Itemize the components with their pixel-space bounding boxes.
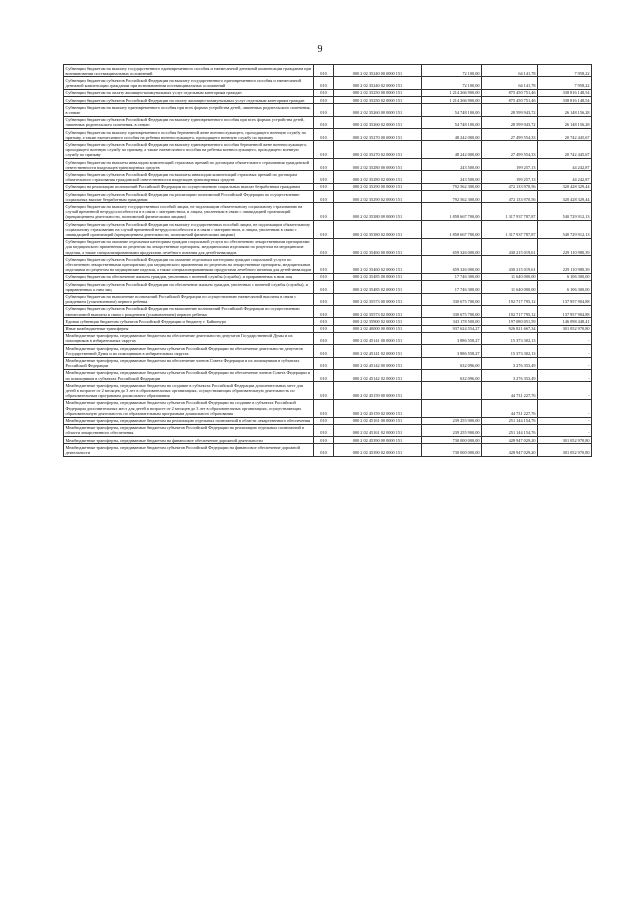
row-kbk-cell: 000 2 02 35460 02 0000 151: [334, 256, 422, 274]
row-rest-cell: 301 052 970,80: [538, 437, 592, 444]
row-name-cell: Субвенции бюджетам на выплату государственного единовременного пособия и ежемесячной денежной компенсации гражданам при возникновении поствакцинальных осложнений: [64, 65, 314, 77]
row-plan-cell: 48 242 000,00: [422, 141, 482, 159]
row-plan-cell: 1 858 667 700,00: [422, 203, 482, 221]
row-plan-cell: 937 624 554,27: [422, 325, 482, 332]
table-row: [64, 345, 592, 357]
row-rest-cell: 540 729 912,13: [538, 221, 592, 239]
row-rest-cell: 20 742 445,67: [538, 141, 592, 159]
table-row: [64, 141, 592, 159]
row-code-cell: 010: [314, 97, 334, 104]
row-kbk-cell: 000 2 02 35250 00 0000 151: [334, 89, 422, 96]
row-plan-cell: 54 748 100,00: [422, 116, 482, 128]
row-plan-cell: 730 000 000,00: [422, 444, 482, 456]
row-plan-cell: 632 096,00: [422, 357, 482, 369]
table-row: [64, 97, 592, 104]
row-code-cell: 010: [314, 256, 334, 274]
row-code-cell: 010: [314, 345, 334, 357]
row-name-cell: Субвенции бюджетам на выплату единовременного пособия беременной жене военнослужащего, проходящего военную службу по призыву, а также ежемесячного пособия на ребенка военнослужащего, проходящего военную службу по призыву: [64, 129, 314, 141]
row-fact-cell: 472 133 970,56: [482, 183, 538, 190]
row-rest-cell: -: [538, 357, 592, 369]
row-name-cell: Субвенции бюджетам на оказание отдельным категориям граждан социальной услуги по обеспечению лекарственными препаратами для медицинского применения по рецептам на лекарственные препараты, медицинскими изделиями по рецептам на медицинские изделия, а также специализированными продуктами лечебного питания для детей-инвалидов: [64, 238, 314, 256]
row-code-cell: 010: [314, 77, 334, 89]
row-kbk-cell: 000 2 02 35240 02 0000 151: [334, 77, 422, 89]
row-kbk-cell: 000 2 02 45142 00 0000 151: [334, 357, 422, 369]
row-code-cell: 010: [314, 305, 334, 317]
row-plan-cell: 792 562 300,00: [422, 183, 482, 190]
row-kbk-cell: 000 2 02 35280 00 0000 151: [334, 159, 422, 171]
row-kbk-cell: 000 2 02 45161 02 0000 151: [334, 424, 422, 436]
row-kbk-cell: 000 2 02 35260 02 0000 151: [334, 116, 422, 128]
row-code-cell: 010: [314, 171, 334, 183]
row-rest-cell: 338 816 148,54: [538, 97, 592, 104]
table-row: [64, 305, 592, 317]
table-row: [64, 77, 592, 89]
table-row: [64, 318, 592, 325]
row-fact-cell: 11 640 000,00: [482, 273, 538, 280]
table-row: [64, 273, 592, 280]
row-rest-cell: -: [538, 399, 592, 417]
row-plan-cell: 243 500,00: [422, 159, 482, 171]
row-fact-cell: 197 080 051,59: [482, 318, 538, 325]
row-fact-cell: 1 317 937 787,87: [482, 221, 538, 239]
table-row: [64, 65, 592, 77]
row-name-cell: Субвенции бюджетам на выплаты инвалидам компенсаций страховых премий по договорам обязательного страхования гражданской ответственности владельцев транспортных средств: [64, 159, 314, 171]
row-kbk-cell: 000 2 02 45141 00 0000 151: [334, 332, 422, 344]
row-kbk-cell: 000 2 02 35380 00 0000 151: [334, 203, 422, 221]
row-code-cell: 010: [314, 89, 334, 96]
row-name-cell: Субвенции бюджетам на выплату единовременного пособия при всех формах устройства детей, лишенных родительского попечения, в семью: [64, 104, 314, 116]
row-code-cell: 010: [314, 273, 334, 280]
table-row: [64, 183, 592, 190]
row-plan-cell: 1 214 266 900,00: [422, 97, 482, 104]
row-rest-cell: 338 816 148,54: [538, 89, 592, 96]
row-code-cell: 010: [314, 281, 334, 293]
row-code-cell: 010: [314, 417, 334, 424]
row-code-cell: 010: [314, 191, 334, 203]
row-plan-cell: 730 000 000,00: [422, 437, 482, 444]
row-kbk-cell: 000 2 02 45161 00 0000 151: [334, 417, 422, 424]
row-rest-cell: 229 110 980,39: [538, 238, 592, 256]
row-name-cell: Субвенции бюджетам субъектов Российской Федерации на выплату единовременного пособия при всех формах устройства детей, лишенных родительского попечения, в семью: [64, 116, 314, 128]
table-row: [64, 444, 592, 456]
row-kbk-cell: 000 2 02 45159 02 0000 151: [334, 399, 422, 417]
row-name-cell: Межбюджетные трансферты, передаваемые бюджетам субъектов Российской Федерации на обеспечение членов Совета Федерации и их помощников в субъектах Российской Федерации: [64, 369, 314, 381]
row-plan-cell: 72 100,00: [422, 65, 482, 77]
row-name-cell: Субвенции бюджетам субъектов Российской Федерации на выплату единовременного пособия беременной жене военнослужащего, проходящего военную службу по призыву, а также ежемесячного пособия на ребенка военнослужащего, проходящего военную службу по призыву: [64, 141, 314, 159]
row-kbk-cell: 000 2 02 35260 00 0000 151: [334, 104, 422, 116]
row-plan-cell: [422, 382, 482, 400]
row-kbk-cell: 000 2 02 35573 00 0000 151: [334, 293, 422, 305]
row-kbk-cell: 000 2 02 35290 02 0000 151: [334, 191, 422, 203]
row-plan-cell: 659 326 000,00: [422, 238, 482, 256]
row-fact-cell: 44 731 227,76: [482, 382, 538, 400]
row-code-cell: 010: [314, 357, 334, 369]
row-rest-cell: 26 148 156,28: [538, 104, 592, 116]
row-kbk-cell: 000 2 02 40000 00 0000 151: [334, 325, 422, 332]
row-fact-cell: 27 499 554,33: [482, 129, 538, 141]
budget-report-table: [63, 64, 592, 457]
row-plan-cell: 330 675 700,00: [422, 293, 482, 305]
row-fact-cell: 926 821 667,34: [482, 325, 538, 332]
row-kbk-cell: 000 2 02 45141 02 0000 151: [334, 345, 422, 357]
table-row: [64, 357, 592, 369]
row-name-cell: Субвенции бюджетам субъектов Российской Федерации на выполнение полномочий Российской Федерации по осуществлению ежемесячной выплаты в связи с рождением (усыновлением) первого ребенка: [64, 305, 314, 317]
row-plan-cell: 243 500,00: [422, 171, 482, 183]
row-fact-cell: 11 640 000,00: [482, 281, 538, 293]
row-name-cell: Единая субвенция бюджетам субъектов Российской Федерации и бюджету г. Байконура: [64, 318, 314, 325]
row-kbk-cell: 000 2 02 35460 00 0000 151: [334, 238, 422, 256]
row-plan-cell: 1 858 667 700,00: [422, 221, 482, 239]
row-plan-cell: 54 748 100,00: [422, 104, 482, 116]
row-name-cell: Субвенции бюджетам субъектов Российской Федерации на оказание отдельным категориям граждан социальной услуги по обеспечению лекарственными препаратами для медицинского применения по рецептам на лекарственные препараты, медицинскими изделиями по рецептам на медицинские изделия, а также специализированными продуктами лечебного питания для детей-инвалидов: [64, 256, 314, 274]
row-name-cell: Межбюджетные трансферты, передаваемые бюджетам субъектов Российской Федерации на реализацию отдельных полномочий в области лекарственного обеспечения: [64, 424, 314, 436]
row-code-cell: 010: [314, 129, 334, 141]
row-rest-cell: 44 242,87: [538, 159, 592, 171]
row-rest-cell: 7 958,22: [538, 65, 592, 77]
row-fact-cell: 44 731 227,76: [482, 399, 538, 417]
row-code-cell: 010: [314, 332, 334, 344]
row-fact-cell: 199 257,13: [482, 159, 538, 171]
row-name-cell: Межбюджетные трансферты, передаваемые бюджетам на создание в субъектах Российской Федерации дополнительных мест для детей в возрасте от 2 месяцев до 3 лет в образовательных организациях, осуществляющих образовательную деятельность по образовательным программам дошкольного образования: [64, 382, 314, 400]
row-name-cell: Межбюджетные трансферты, передаваемые бюджетам на обеспечение деятельности депутатов Государственной Думы и их помощников в избирательных округах: [64, 332, 314, 344]
table-row: [64, 325, 592, 332]
row-code-cell: 010: [314, 399, 334, 417]
row-fact-cell: 28 599 943,72: [482, 104, 538, 116]
row-rest-cell: 146 098 448,41: [538, 318, 592, 325]
row-rest-cell: -: [538, 382, 592, 400]
row-name-cell: Межбюджетные трансферты, передаваемые бюджетам субъектов Российской Федерации на финансовое обеспечение дорожной деятельности: [64, 444, 314, 456]
row-rest-cell: -: [538, 369, 592, 381]
row-name-cell: Межбюджетные трансферты, передаваемые бюджетам на финансовое обеспечение дорожной деятельности: [64, 437, 314, 444]
row-kbk-cell: 000 2 02 35380 02 0000 151: [334, 221, 422, 239]
row-fact-cell: 472 133 970,56: [482, 191, 538, 203]
row-plan-cell: 239 255 900,00: [422, 417, 482, 424]
row-fact-cell: 64 141,78: [482, 77, 538, 89]
row-kbk-cell: 000 2 02 35270 00 0000 151: [334, 129, 422, 141]
row-fact-cell: 428 947 029,20: [482, 444, 538, 456]
row-plan-cell: 343 178 500,00: [422, 318, 482, 325]
table-row: [64, 417, 592, 424]
row-name-cell: Иные межбюджетные трансферты: [64, 325, 314, 332]
row-kbk-cell: 000 2 02 35290 00 0000 151: [334, 183, 422, 190]
row-name-cell: Субвенции бюджетам субъектов Российской Федерации на реализацию полномочий Российской Федерации по осуществлению социальных выплат безработным гражданам: [64, 191, 314, 203]
row-fact-cell: 251 144 154,76: [482, 417, 538, 424]
row-code-cell: 010: [314, 382, 334, 400]
table-row: [64, 369, 592, 381]
row-plan-cell: 632 096,00: [422, 369, 482, 381]
row-fact-cell: 27 499 554,33: [482, 141, 538, 159]
row-rest-cell: -: [538, 332, 592, 344]
row-code-cell: 010: [314, 104, 334, 116]
table-row: [64, 382, 592, 400]
row-code-cell: 010: [314, 116, 334, 128]
table-row: [64, 424, 592, 436]
row-kbk-cell: 000 2 02 45142 02 0000 151: [334, 369, 422, 381]
row-code-cell: 010: [314, 369, 334, 381]
row-kbk-cell: 000 2 02 45159 00 0000 151: [334, 382, 422, 400]
row-code-cell: 010: [314, 424, 334, 436]
row-code-cell: 010: [314, 203, 334, 221]
row-plan-cell: 659 326 000,00: [422, 256, 482, 274]
row-code-cell: 010: [314, 65, 334, 77]
row-rest-cell: 301 052 970,80: [538, 444, 592, 456]
row-fact-cell: 28 599 943,72: [482, 116, 538, 128]
row-kbk-cell: 000 2 02 35240 00 0000 151: [334, 65, 422, 77]
row-rest-cell: 20 742 445,67: [538, 129, 592, 141]
row-name-cell: Субвенции бюджетам субъектов Российской Федерации на выплату государственных пособий лицам, не подлежащим обязательному социальному страхованию на случай временной нетрудоспособности и в связи с материнством, и лицам, уволенным в связи с ликвидацией организаций (прекращением деятельности, полномочий физическими лицами): [64, 221, 314, 239]
table-row: [64, 89, 592, 96]
row-fact-cell: 15 373 302,13: [482, 332, 538, 344]
row-kbk-cell: 000 2 02 35573 02 0000 151: [334, 305, 422, 317]
row-kbk-cell: 000 2 02 35250 02 0000 151: [334, 97, 422, 104]
page-number: 9: [317, 44, 323, 55]
row-name-cell: Межбюджетные трансферты, передаваемые бюджетам субъектов Российской Федерации на создание в субъектах Российской Федерации дополнительных мест для детей в возрасте от 2 месяцев до 3 лет в образовательных организациях, осуществляющих образовательную деятельность по образовательным программам дошкольного образования: [64, 399, 314, 417]
row-rest-cell: 26 148 156,28: [538, 116, 592, 128]
table-row: [64, 104, 592, 116]
row-fact-cell: 428 947 029,20: [482, 437, 538, 444]
table-row: [64, 238, 592, 256]
table-row: [64, 116, 592, 128]
row-code-cell: 010: [314, 444, 334, 456]
row-rest-cell: 137 957 904,88: [538, 293, 592, 305]
row-kbk-cell: 000 2 02 35485 02 0000 151: [334, 281, 422, 293]
row-plan-cell: 1 214 266 900,00: [422, 89, 482, 96]
row-name-cell: Субвенции бюджетам на выполнение полномочий Российской Федерации по осуществлению ежемесячной выплаты в связи с рождением (усыновлением) первого ребенка: [64, 293, 314, 305]
row-name-cell: Субвенции бюджетам на оплату жилищно-коммунальных услуг отдельным категориям граждан: [64, 89, 314, 96]
row-plan-cell: [422, 399, 482, 417]
row-name-cell: Субвенции бюджетам субъектов Российской Федерации на выплаты инвалидам компенсаций страховых премий по договорам обязательного страхования гражданской ответственности владельцев транспортных средств: [64, 171, 314, 183]
row-kbk-cell: 000 2 02 35270 02 0000 151: [334, 141, 422, 159]
row-code-cell: 010: [314, 238, 334, 256]
row-fact-cell: 15 373 302,13: [482, 345, 538, 357]
row-name-cell: Субвенции на реализацию полномочий Российской Федерации по осуществлению социальных выплат безработным гражданам: [64, 183, 314, 190]
row-fact-cell: 3 276 353,49: [482, 357, 538, 369]
table-row: [64, 256, 592, 274]
row-kbk-cell: 000 2 02 45390 02 0000 151: [334, 444, 422, 456]
row-fact-cell: 1 317 937 787,87: [482, 203, 538, 221]
table-row: [64, 281, 592, 293]
row-rest-cell: -: [538, 345, 592, 357]
row-code-cell: 010: [314, 318, 334, 325]
row-plan-cell: 3 886 558,27: [422, 332, 482, 344]
row-plan-cell: 330 675 700,00: [422, 305, 482, 317]
row-fact-cell: 875 450 751,46: [482, 97, 538, 104]
row-name-cell: Межбюджетные трансферты, передаваемые бюджетам на реализацию отдельных полномочий в области лекарственного обеспечения: [64, 417, 314, 424]
row-plan-cell: 239 255 900,00: [422, 424, 482, 436]
table-row: [64, 293, 592, 305]
row-fact-cell: 875 450 751,46: [482, 89, 538, 96]
row-code-cell: 010: [314, 221, 334, 239]
row-fact-cell: 192 717 795,12: [482, 305, 538, 317]
row-name-cell: Межбюджетные трансферты, передаваемые бюджетам на обеспечение членов Совета Федерации и их помощников в субъектах Российской Федерации: [64, 357, 314, 369]
row-rest-cell: 301 052 970,80: [538, 325, 592, 332]
table-row: [64, 191, 592, 203]
row-plan-cell: 17 746 300,00: [422, 281, 482, 293]
row-rest-cell: 320 428 329,44: [538, 183, 592, 190]
row-kbk-cell: 000 2 02 35485 00 0000 151: [334, 273, 422, 280]
row-rest-cell: -: [538, 424, 592, 436]
row-fact-cell: 192 717 795,12: [482, 293, 538, 305]
row-rest-cell: -: [538, 417, 592, 424]
row-plan-cell: 3 886 558,27: [422, 345, 482, 357]
table-row: [64, 129, 592, 141]
table-row: [64, 221, 592, 239]
table-row: [64, 332, 592, 344]
row-fact-cell: 3 276 353,49: [482, 369, 538, 381]
row-fact-cell: 251 144 154,76: [482, 424, 538, 436]
row-name-cell: Субвенции бюджетам на выплату государственных пособий лицам, не подлежащим обязательному социальному страхованию на случай временной нетрудоспособности и в связи с материнством, и лицам, уволенным в связи с ликвидацией организаций (прекращением деятельности, полномочий физическими лицами): [64, 203, 314, 221]
row-name-cell: Субвенции бюджетам субъектов Российской Федерации на обеспечение жильем граждан, уволенных с военной службы (службы), и приравненных к ним лиц: [64, 281, 314, 293]
row-plan-cell: 792 562 300,00: [422, 191, 482, 203]
row-code-cell: 010: [314, 141, 334, 159]
row-name-cell: Субвенции бюджетам субъектов Российской Федерации на оплату жилищно-коммунальных услуг отдельным категориям граждан: [64, 97, 314, 104]
row-code-cell: 010: [314, 325, 334, 332]
row-rest-cell: 6 106 300,00: [538, 273, 592, 280]
table-body: [64, 65, 592, 457]
row-name-cell: Субвенции бюджетам на обеспечение жильем граждан, уволенных с военной службы (службы), и приравненных к ним лиц: [64, 273, 314, 280]
row-rest-cell: 6 106 300,00: [538, 281, 592, 293]
table-row: [64, 171, 592, 183]
row-plan-cell: 17 746 300,00: [422, 273, 482, 280]
row-name-cell: Субвенции бюджетам субъектов Российской Федерации на выплату государственного единовременного пособия и ежемесячной денежной компенсации гражданам при возникновении поствакцинальных осложнений: [64, 77, 314, 89]
report-table-container: [63, 64, 591, 457]
row-plan-cell: 72 100,00: [422, 77, 482, 89]
row-kbk-cell: 000 2 02 35280 02 0000 151: [334, 171, 422, 183]
row-code-cell: 010: [314, 293, 334, 305]
row-fact-cell: 430 215 019,61: [482, 238, 538, 256]
table-row: [64, 159, 592, 171]
row-code-cell: 010: [314, 437, 334, 444]
row-code-cell: 010: [314, 159, 334, 171]
row-rest-cell: 44 242,87: [538, 171, 592, 183]
table-row: [64, 399, 592, 417]
row-plan-cell: 48 242 000,00: [422, 129, 482, 141]
row-rest-cell: 229 110 980,39: [538, 256, 592, 274]
row-kbk-cell: 000 2 02 45390 00 0000 151: [334, 437, 422, 444]
row-name-cell: Межбюджетные трансферты, передаваемые бюджетам субъектов Российской Федерации на обеспечение деятельности депутатов Государственной Думы и их помощников в избирательных округах: [64, 345, 314, 357]
table-row: [64, 437, 592, 444]
row-rest-cell: 137 957 904,88: [538, 305, 592, 317]
row-rest-cell: 320 428 329,44: [538, 191, 592, 203]
row-fact-cell: 199 257,13: [482, 171, 538, 183]
row-fact-cell: 64 141,78: [482, 65, 538, 77]
row-rest-cell: 7 958,22: [538, 77, 592, 89]
row-code-cell: 010: [314, 183, 334, 190]
row-fact-cell: 430 215 019,61: [482, 256, 538, 274]
row-kbk-cell: 000 2 02 35900 02 0000 151: [334, 318, 422, 325]
row-rest-cell: 540 729 912,13: [538, 203, 592, 221]
table-row: [64, 203, 592, 221]
